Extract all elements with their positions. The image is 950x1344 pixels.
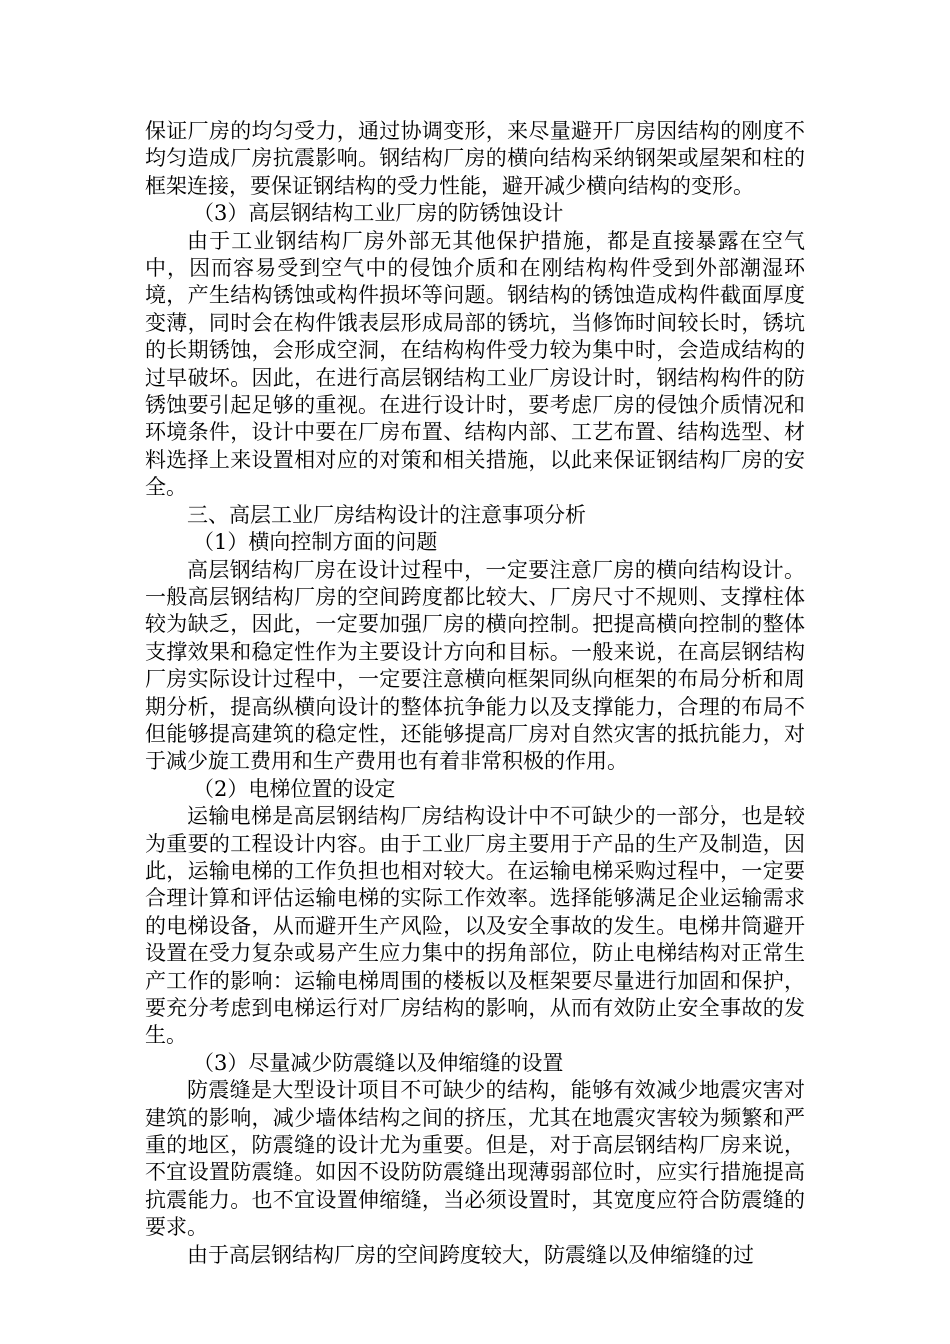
body-paragraph-6: 由于高层钢结构厂房的空间跨度较大，防震缝以及伸缩缝的过 xyxy=(187,1242,754,1267)
body-paragraph-2: 由于工业钢结构厂房外部无其他保护措施，都是直接暴露在空气中，因而容易受到空气中的侵蚀介质和在刚结构构件受到外部潮湿环境，产生结构锈蚀或构件损坏等问题。钢结构的锈蚀造成构件截面厚度变薄，同时会在构件饿表层形成局部的锈坑，当修饰时间较长时，锈坑的长期锈蚀，会形成空洞，在结构构件受力较为集中时，会造成结构的过早破坏。因此，在进行高层钢结构工业厂房设计时，钢结构构件的防锈蚀要引起足够的重视。在进行设计时，要考虑厂房的侵蚀介质情况和环境条件，设计中要在厂房布置、结构内部、工艺布置、结构选型、材料选择上来设置相对应的对策和相关措施，以此来保证钢结构厂房的安全。 xyxy=(145,228,805,500)
subheading-anticorrosion-design: （3）高层钢结构工业厂房的防锈蚀设计 xyxy=(193,201,564,226)
document-page xyxy=(145,118,805,1269)
subheading-joints: （3）尽量减少防震缝以及伸缩缝的设置 xyxy=(193,1050,564,1075)
subheading-elevator-position: （2）电梯位置的设定 xyxy=(193,776,396,801)
body-paragraph-5: 防震缝是大型设计项目不可缺少的结构，能够有效减少地震灾害对建筑的影响，减少墙体结构之间的挤压，尤其在地震灾害较为频繁和严重的地区，防震缝的设计尤为重要。但是，对于高层钢结构厂房来说，不宜设置防震缝。如因不设防防震缝出现薄弱部位时，应实行措施提高抗震能力。也不宜设置伸缩缝，当必须设置时，其宽度应符合防震缝的要求。 xyxy=(145,1078,805,1240)
section-heading-3: 三、高层工业厂房结构设计的注意事项分析 xyxy=(187,502,586,527)
subheading-lateral-control: （1）横向控制方面的问题 xyxy=(193,530,438,555)
body-paragraph-3: 高层钢结构厂房在设计过程中，一定要注意厂房的横向结构设计。一般高层钢结构厂房的空间跨度都比较大、厂房尺寸不规则、支撑柱体较为缺乏，因此，一定要加强厂房的横向控制。把提高横向控制的整体支撑效果和稳定性作为主要设计方向和目标。一般来说，在高层钢结构厂房实际设计过程中，一定要注意横向框架同纵向框架的布局分析和周期分析，提高纵横向设计的整体抗争能力以及支撑能力，合理的布局不但能够提高建筑的稳定性，还能够提高厂房对自然灾害的抵抗能力，对于减少旋工费用和生产费用也有着非常积极的作用。 xyxy=(145,557,805,774)
body-paragraph-4: 运输电梯是高层钢结构厂房结构设计中不可缺少的一部分，也是较为重要的工程设计内容。由于工业厂房主要用于产品的生产及制造，因此，运输电梯的工作负担也相对较大。在运输电梯采购过程中，一定要合理计算和评估运输电梯的实际工作效率。选择能够满足企业运输需求的电梯设备，从而避开生产风险，以及安全事故的发生。电梯井筒避开设置在受力复杂或易产生应力集中的拐角部位，防止电梯结构对正常生产工作的影响：运输电梯周围的楼板以及框架要尽量进行加固和保护，要充分考虑到电梯运行对厂房结构的影响，从而有效防止安全事故的发生。 xyxy=(145,804,805,1048)
body-paragraph-1: 保证厂房的均匀受力，通过协调变形，来尽量避开厂房因结构的刚度不均匀造成厂房抗震影响。钢结构厂房的横向结构采纳钢架或屋架和柱的框架连接，要保证钢结构的受力性能，避开减少横向结构的变形。 xyxy=(145,119,805,198)
